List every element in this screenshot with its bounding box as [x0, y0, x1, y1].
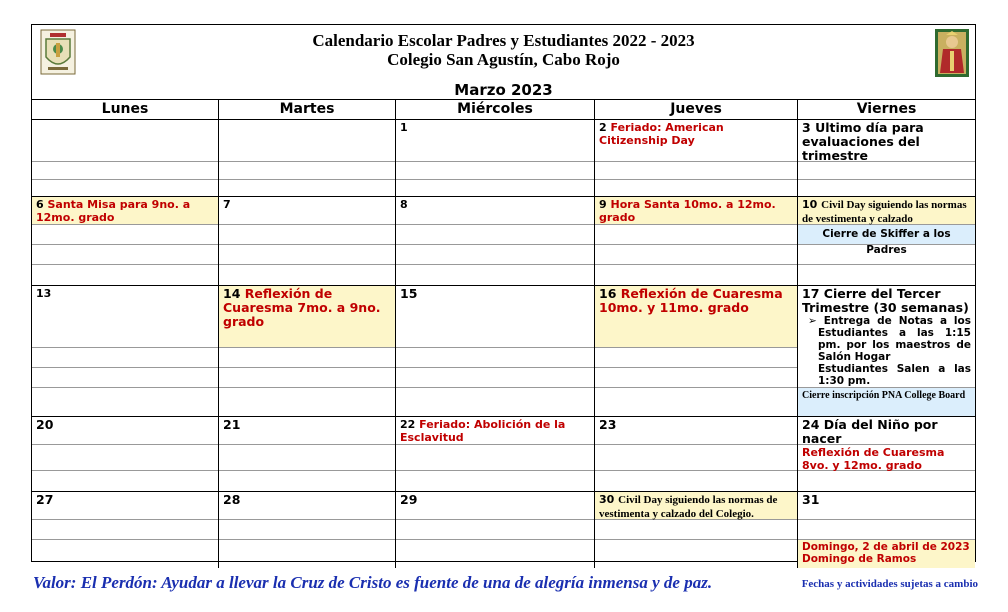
day-number: 31	[802, 492, 820, 507]
disclaimer: Fechas y actividades sujetas a cambio	[801, 578, 978, 590]
day-cell	[798, 417, 975, 491]
arrow-bullet-icon: ➢	[808, 315, 824, 327]
day-number: 22	[400, 418, 416, 431]
day-number: 16	[599, 286, 617, 301]
day-number: 28	[223, 492, 241, 507]
day-cell	[595, 120, 798, 196]
weekday-friday: Viernes	[856, 101, 917, 117]
weekday-wednesday: Miércoles	[396, 100, 595, 119]
bullet-note: ➢ Entrega de Notas a los Estudiantes a las 1:15 pm. por los maestros de Salón Hogar	[808, 315, 971, 363]
weekday-header-row	[32, 100, 975, 120]
day-cell	[595, 417, 798, 491]
day-cell	[219, 120, 396, 196]
day-cell	[396, 286, 595, 416]
day-number: 3	[802, 120, 811, 135]
event-text: Hora Santa 10mo. a 12mo. grado	[599, 198, 776, 224]
day-number: 29	[400, 492, 418, 507]
day-number: 20	[36, 417, 54, 432]
day-number: 2	[599, 121, 607, 134]
event-text: Día del Niño por nacer	[802, 417, 938, 446]
day-cell	[32, 120, 219, 196]
day-number: 23	[599, 417, 617, 432]
day-number: 15	[400, 286, 418, 301]
day-number: 21	[223, 417, 241, 432]
day-number: 1	[400, 121, 408, 134]
day-cell	[798, 286, 975, 416]
day-number: 9	[599, 198, 607, 211]
day-number: 17	[802, 286, 820, 301]
day-cell	[798, 197, 975, 285]
day-cell	[396, 120, 595, 196]
day-cell	[32, 286, 219, 416]
day-cell	[396, 492, 595, 568]
event-text: Reflexión de Cuaresma 10mo. y 11mo. grado	[599, 286, 783, 315]
calendar-week	[32, 492, 975, 568]
event-text: Cierre inscripción PNA College Board	[798, 388, 975, 416]
day-cell	[32, 492, 219, 568]
month-title: Marzo 2023	[454, 81, 553, 99]
weekday-monday: Lunes	[32, 100, 219, 119]
day-cell	[219, 197, 396, 285]
calendar-header	[32, 25, 975, 79]
day-cell	[798, 492, 975, 568]
school-crest-icon	[40, 29, 76, 75]
day-cell	[219, 492, 396, 568]
event-text: Reflexión de Cuaresma 7mo. a 9no. grado	[223, 286, 381, 329]
day-number: 7	[223, 198, 231, 211]
day-number: 24	[802, 417, 820, 432]
note-text: Estudiantes Salen a las 1:30 pm.	[818, 363, 971, 387]
value-of-month: Valor: El Perdón: Ayudar a llevar la Cruz de Cristo es fuente de una de alegría inmensa y de paz.	[33, 573, 713, 592]
school-name: Colegio San Agustín, Cabo Rojo	[387, 50, 620, 69]
calendar-sheet	[31, 24, 976, 565]
day-cell	[396, 197, 595, 285]
calendar-week	[32, 286, 975, 417]
saint-augustine-image-icon	[935, 29, 969, 77]
event-text: Civil Day siguiendo las normas de vestimenta y calzado	[802, 199, 967, 225]
holiday-event: Feriado: Abolición de la Esclavitud	[400, 418, 566, 444]
day-cell	[396, 417, 595, 491]
day-number: 6	[36, 198, 44, 211]
event-text: Cierre del Tercer Trimestre (30 semanas)	[802, 286, 969, 315]
weekday-tuesday: Martes	[219, 100, 396, 119]
day-number: 14	[223, 286, 241, 301]
day-number: 30	[599, 493, 615, 506]
event-text: Domingo, 2 de abril de 2023 Domingo de Ramos	[798, 540, 975, 568]
day-number: 27	[36, 492, 54, 507]
day-cell	[595, 197, 798, 285]
event-text: Civil Day siguiendo las normas de vestimenta y calzado del Colegio.	[599, 494, 778, 520]
calendar-grid	[32, 99, 975, 568]
footer	[33, 572, 978, 596]
day-cell	[219, 417, 396, 491]
calendar-title: Calendario Escolar Padres y Estudiantes 2022 - 2023	[312, 31, 695, 50]
event-text: Santa Misa para 9no. a 12mo. grado	[36, 198, 191, 224]
event-text: Reflexión de Cuaresma 8vo. y 12mo. grado	[798, 445, 975, 471]
day-number: 8	[400, 198, 408, 211]
day-cell	[798, 120, 975, 196]
day-number: 13	[36, 287, 52, 300]
event-text: Ultimo día para evaluaciones del trimestre	[802, 120, 924, 163]
day-cell	[32, 417, 219, 491]
day-cell	[595, 492, 798, 568]
day-number: 10	[802, 198, 818, 211]
day-cell	[219, 286, 396, 416]
calendar-week	[32, 417, 975, 492]
calendar-week	[32, 197, 975, 286]
weekday-thursday: Jueves	[595, 100, 798, 119]
calendar-week	[32, 120, 975, 197]
holiday-event: Feriado: American Citizenship Day	[599, 121, 724, 147]
day-cell	[595, 286, 798, 416]
day-cell	[32, 197, 219, 285]
event-text: Cierre de Skiffer a los Padres	[798, 225, 975, 245]
